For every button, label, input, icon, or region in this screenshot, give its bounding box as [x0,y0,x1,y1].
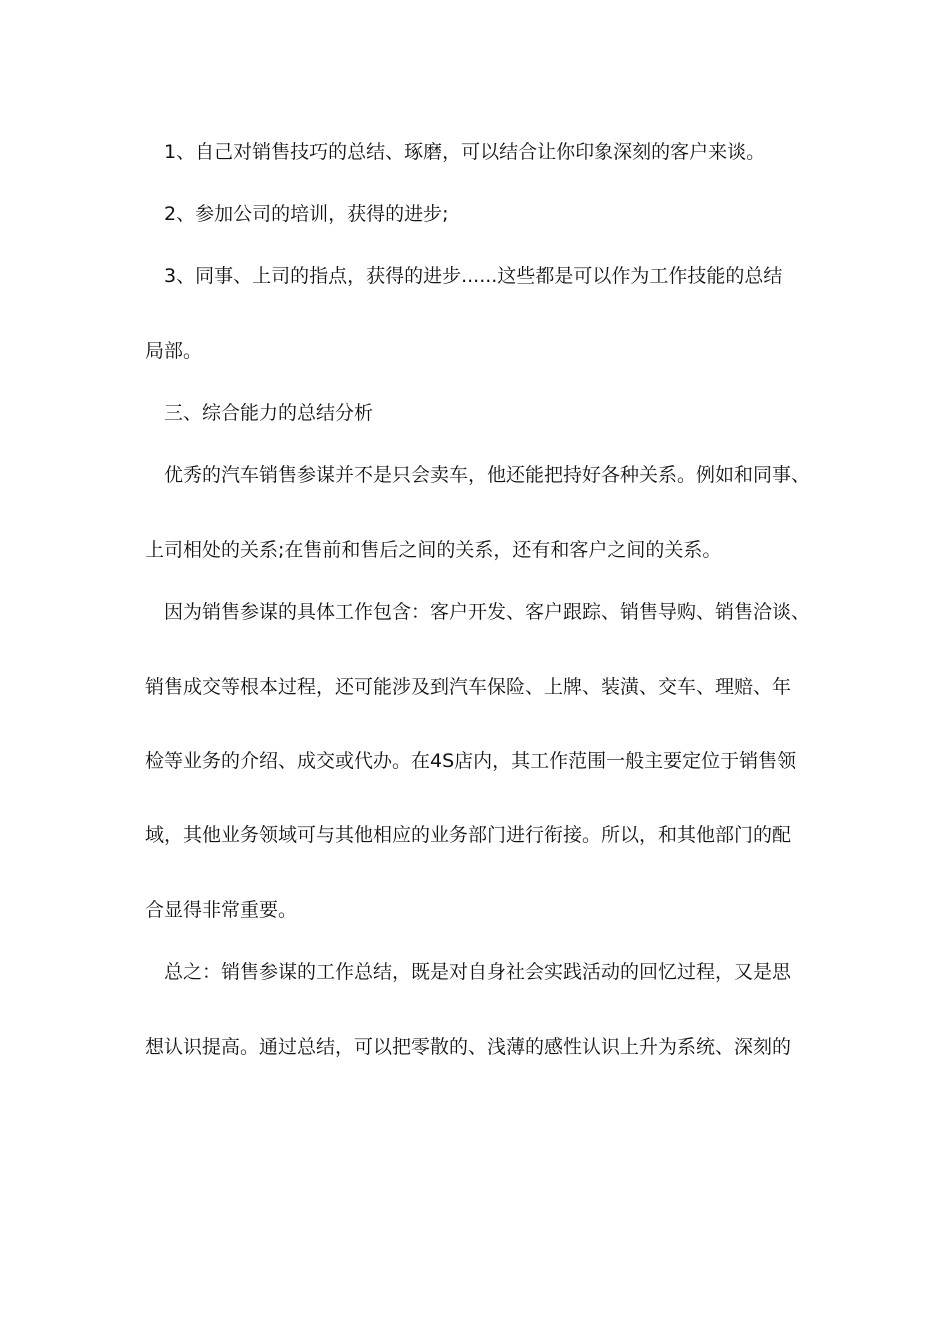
list-item-3-continuation: 局部。 [145,340,203,362]
paragraph-line: 总之：销售参谋的工作总结，既是对自身社会实践活动的回忆过程，又是思 [164,961,792,983]
list-item-1: 1、自己对销售技巧的总结、琢磨，可以结合让你印象深刻的客户来谈。 [164,141,766,163]
paragraph-line: 因为销售参谋的具体工作包含：客户开发、客户跟踪、销售导购、销售洽谈、 [164,601,811,623]
paragraph-line: 想认识提高。通过总结，可以把零散的、浅薄的感性认识上升为系统、深刻的 [145,1036,792,1058]
paragraph-line: 合显得非常重要。 [145,899,298,921]
paragraph-line: 域，其他业务领域可与其他相应的业务部门进行衔接。所以，和其他部门的配 [145,824,792,846]
paragraph-line: 优秀的汽车销售参谋并不是只会卖车，他还能把持好各种关系。例如和同事、 [164,464,811,486]
section-heading: 三、综合能力的总结分析 [164,402,374,424]
list-item-2: 2、参加公司的培训，获得的进步; [164,203,449,225]
paragraph-line: 销售成交等根本过程，还可能涉及到汽车保险、上牌、装潢、交车、理赔、年 [145,676,792,698]
list-item-3: 3、同事、上司的指点，获得的进步......这些都是可以作为工作技能的总结 [164,265,783,287]
paragraph-line: 检等业务的介绍、成交或代办。在4S店内，其工作范围一般主要定位于销售领 [145,750,797,772]
paragraph-line: 上司相处的关系;在售前和售后之间的关系，还有和客户之间的关系。 [145,539,722,561]
